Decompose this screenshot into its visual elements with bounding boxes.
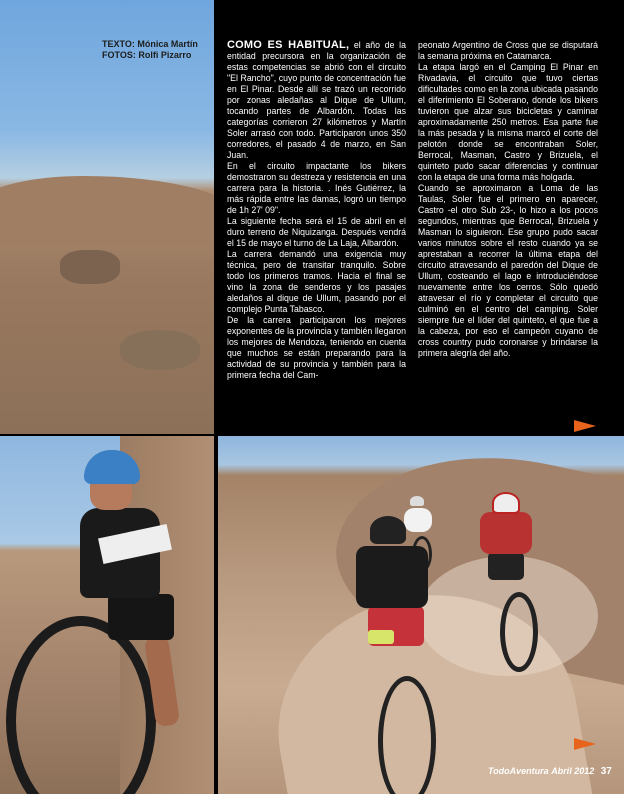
rock-ridge — [0, 176, 214, 246]
race-trail-photo — [218, 436, 624, 794]
race-plate — [368, 630, 394, 644]
rider-jersey — [356, 546, 428, 608]
rock-shape — [120, 330, 200, 370]
rider-helmet — [370, 516, 406, 544]
photo-credit: FOTOS: Rolfi Pizarro — [102, 50, 192, 60]
page-footer — [488, 766, 612, 777]
magazine-name: TodoAventura — [488, 766, 549, 776]
continue-arrow-icon — [574, 738, 596, 750]
rider-shorts — [108, 594, 174, 640]
paragraph: peonato Argentino de Cross que se disputará la semana próxima en Catamarca. — [418, 40, 598, 61]
paragraph: De la carrera participaron los mejores exponentes de la provincia y también llegaron los mejores de Mendoza, teniendo en cuenta que muchos se están preparando para la actividad de su provincia y también para la primera fecha del Cam- — [227, 315, 406, 380]
article-credits — [102, 39, 198, 61]
paragraph: La etapa largó en el Camping El Pinar en Rivadavia, el circuito que tuvo ciertas dificultades como en la zona ubicada pasando el diferimiento El Soberano, donde los bikers tuvieron que alzar sus bicicletas y caminar aproximadamente 250 metros. Esa parte fue la más pesada y la misma marcó el corte del pelotón donde se encontraban Soler, Berrocal, Masman, Castro y Brizuela, el quinteto pudo sacar diferencias y continuar con la etapa de una forma más holgada. — [418, 62, 598, 182]
desert-landscape-photo — [0, 0, 214, 434]
rider-red-jersey — [476, 492, 566, 662]
paragraph: La carrera demandó una exigencia muy técnica, pero de transitar tranquilo. Sobre todo los primeros tramos. Hacia el final se vino la zona de senderos y los pasajes aledaños al dique de Ullum, pasando por el complejo Punta Tabasco. — [227, 249, 406, 314]
issue-date: Abril 2012 — [551, 766, 595, 776]
front-wheel — [378, 676, 436, 794]
text-credit: TEXTO: Mónica Martín — [102, 39, 198, 49]
cyclist-closeup-photo — [0, 436, 214, 794]
paragraph: Cuando se aproximaron a Loma de las Taulas, Soler fue el primero en aparecer, Castro -el otro Sub 23-, lo hizo a los pocos segundos, mientras que Berrocal, Brizuela y Masman lo siguieron. Ese grupo pudo sacar varios minutos sobre el resto cuando ya se aprestaban a recorrer la última etapa del circuito atravesando el paredón del Dique de Ullum, costeando el lago e introduciéndose nuevamente entre los cerros. Sólo quedó atravesar el río y completar el circuito que culminó en el centro del camping. Soler siempre fue el líder del quinteto, el que fue a la cabeza, por eso el campeón cuyano de cross country pudo coronarse y brindarse la primera alegría del año. — [418, 183, 598, 358]
article-column-1 — [227, 40, 406, 381]
paragraph: La siguiente fecha será el 15 de abril en el duro terreno de Niquizanga. Después vendrá el 15 de mayo el turno de La Laja, Albardón. — [227, 216, 406, 248]
article-column-2 — [418, 40, 598, 359]
paragraph: En el circuito impactante los bikers demostraron su destreza y resistencia en una carrera para la historia. . Inés Gutiérrez, la más rápida entre las damas, logró un tiempo de 1h 27' 09". — [227, 161, 406, 215]
rider-leading — [348, 516, 468, 794]
lead-in: COMO ES HABITUAL, — [227, 39, 350, 51]
page-number: 37 — [600, 766, 612, 777]
rock-shape — [60, 250, 120, 284]
continue-arrow-icon — [574, 420, 596, 432]
paragraph: COMO ES HABITUAL, el año de la entidad precursora en la organización de estas competencias se abrió con el circuito "El Rancho", cuyo punto de concentración fue en El Pinar. Desde allí se trazó un recorrido por zonas aledañas al Dique de Ullum, tocando partes de Albardón. Todas las categorías corrieron 27 kilómetros y Martín Soler arrasó con todo. Participaron unos 350 corredores, el pasado 4 de marzo, en San Juan. — [227, 39, 406, 160]
